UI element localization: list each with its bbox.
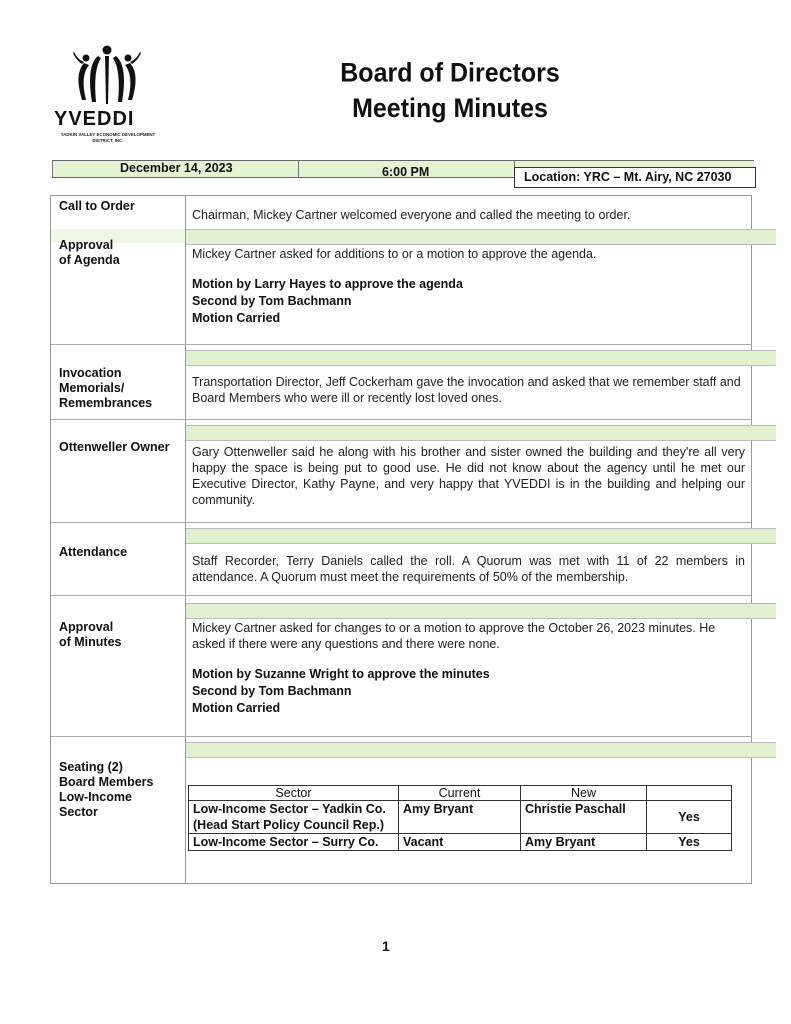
section-text-ottenweller-owner: Gary Ottenweller said he along with his brother and sister owned the building and they're all very happy the space is being put to good use. He did not know about the agency until he met our Executive Director, Kathy Payne, and very happy that YVEDDI is in the building and helping our community. xyxy=(192,445,745,507)
sector-cell: Low-Income Sector – Yadkin Co. (Head Start Policy Council Rep.) xyxy=(189,801,399,834)
section-label-attendance: Attendance xyxy=(59,545,128,559)
page-title xyxy=(300,55,600,126)
current-cell: Amy Bryant xyxy=(399,801,521,834)
yveddi-logo xyxy=(50,44,165,154)
agenda-carried: Motion Carried xyxy=(192,311,281,325)
section-text-attendance: Staff Recorder, Terry Daniels called the roll. A Quorum was met with 11 of 22 members in attendance. A Quorum must meet the requirements of 50% of the membership. xyxy=(192,554,745,584)
current-cell: Vacant xyxy=(399,834,521,851)
row-divider xyxy=(51,595,751,596)
minutes-carried: Motion Carried xyxy=(192,701,281,715)
section-label-seating: Seating (2) Board Members Low-Income Sector xyxy=(59,760,154,819)
meeting-header xyxy=(52,160,752,187)
section-label-ottenweller-owner: Ottenweller Owner xyxy=(59,440,170,454)
title-line-2: Meeting Minutes xyxy=(352,93,548,124)
row-divider xyxy=(51,522,751,523)
row-separator xyxy=(186,603,776,619)
logo-wordmark: YVEDDI xyxy=(54,108,135,130)
seating-table xyxy=(188,785,732,851)
table-row xyxy=(189,834,732,851)
column-header-new: New xyxy=(521,786,647,801)
sector-cell: Low-Income Sector – Surry Co. xyxy=(189,834,399,851)
agenda-second: Second by Tom Bachmann xyxy=(192,294,352,308)
meeting-location: Location: YRC – Mt. Airy, NC 27030 xyxy=(524,170,732,184)
row-separator xyxy=(186,350,776,366)
section-label-approval-of-minutes: Approval of Minutes xyxy=(59,620,122,649)
title-line-1: Board of Directors xyxy=(340,57,560,88)
section-text-invocation: Transportation Director, Jeff Cockerham gave the invocation and asked that we remember staff and Board Members who were ill or recently lost loved ones. xyxy=(192,375,741,405)
new-cell: Amy Bryant xyxy=(521,834,647,851)
section-label-call-to-order: Call to Order xyxy=(59,199,135,213)
section-text-approval-of-agenda: Mickey Cartner asked for additions to or a motion to approve the agenda. Motion by Larry Hayes to approve the agenda Second by Tom Bachmann Motion Carried xyxy=(192,246,745,327)
meeting-time: 6:00 PM xyxy=(382,165,430,179)
section-label-approval-of-agenda: Approval of Agenda xyxy=(59,238,120,267)
row-separator xyxy=(186,528,776,544)
column-header-approved xyxy=(647,786,732,801)
table-row xyxy=(189,801,732,834)
row-separator xyxy=(186,229,776,245)
column-header-current: Current xyxy=(399,786,521,801)
logo-subtitle: YADKIN VALLEY ECONOMIC DEVELOPMENT DISTRICT, INC. xyxy=(60,132,156,143)
approved-cell: Yes xyxy=(647,834,732,851)
section-label-invocation: Invocation Memorials/ Remembrances xyxy=(59,366,153,410)
header-divider xyxy=(52,160,53,177)
agenda-motion: Motion by Larry Hayes to approve the agenda xyxy=(192,277,463,291)
minutes-motion: Motion by Suzanne Wright to approve the minutes xyxy=(192,667,490,681)
row-divider xyxy=(51,344,751,345)
row-separator xyxy=(186,742,776,758)
meeting-date: December 14, 2023 xyxy=(120,161,233,175)
row-divider xyxy=(51,736,751,737)
column-header-sector: Sector xyxy=(189,786,399,801)
table-header-row xyxy=(189,786,732,801)
section-text-approval-of-minutes: Mickey Cartner asked for changes to or a motion to approve the October 26, 2023 minutes. He asked if there were any questions and there were none. Motion by Suzanne Wright to approve the minutes Second by Tom Bachmann Motion Carried xyxy=(192,620,745,717)
approved-cell: Yes xyxy=(647,801,732,834)
page-number: 1 xyxy=(382,938,390,954)
new-cell: Christie Paschall xyxy=(521,801,647,834)
people-figures-icon xyxy=(72,44,142,106)
minutes-table xyxy=(50,195,752,884)
minutes-second: Second by Tom Bachmann xyxy=(192,684,352,698)
section-text-call-to-order: Chairman, Mickey Cartner welcomed everyone and called the meeting to order. xyxy=(192,208,631,222)
row-separator xyxy=(186,425,776,441)
row-divider xyxy=(51,419,751,420)
header-divider xyxy=(298,160,299,177)
